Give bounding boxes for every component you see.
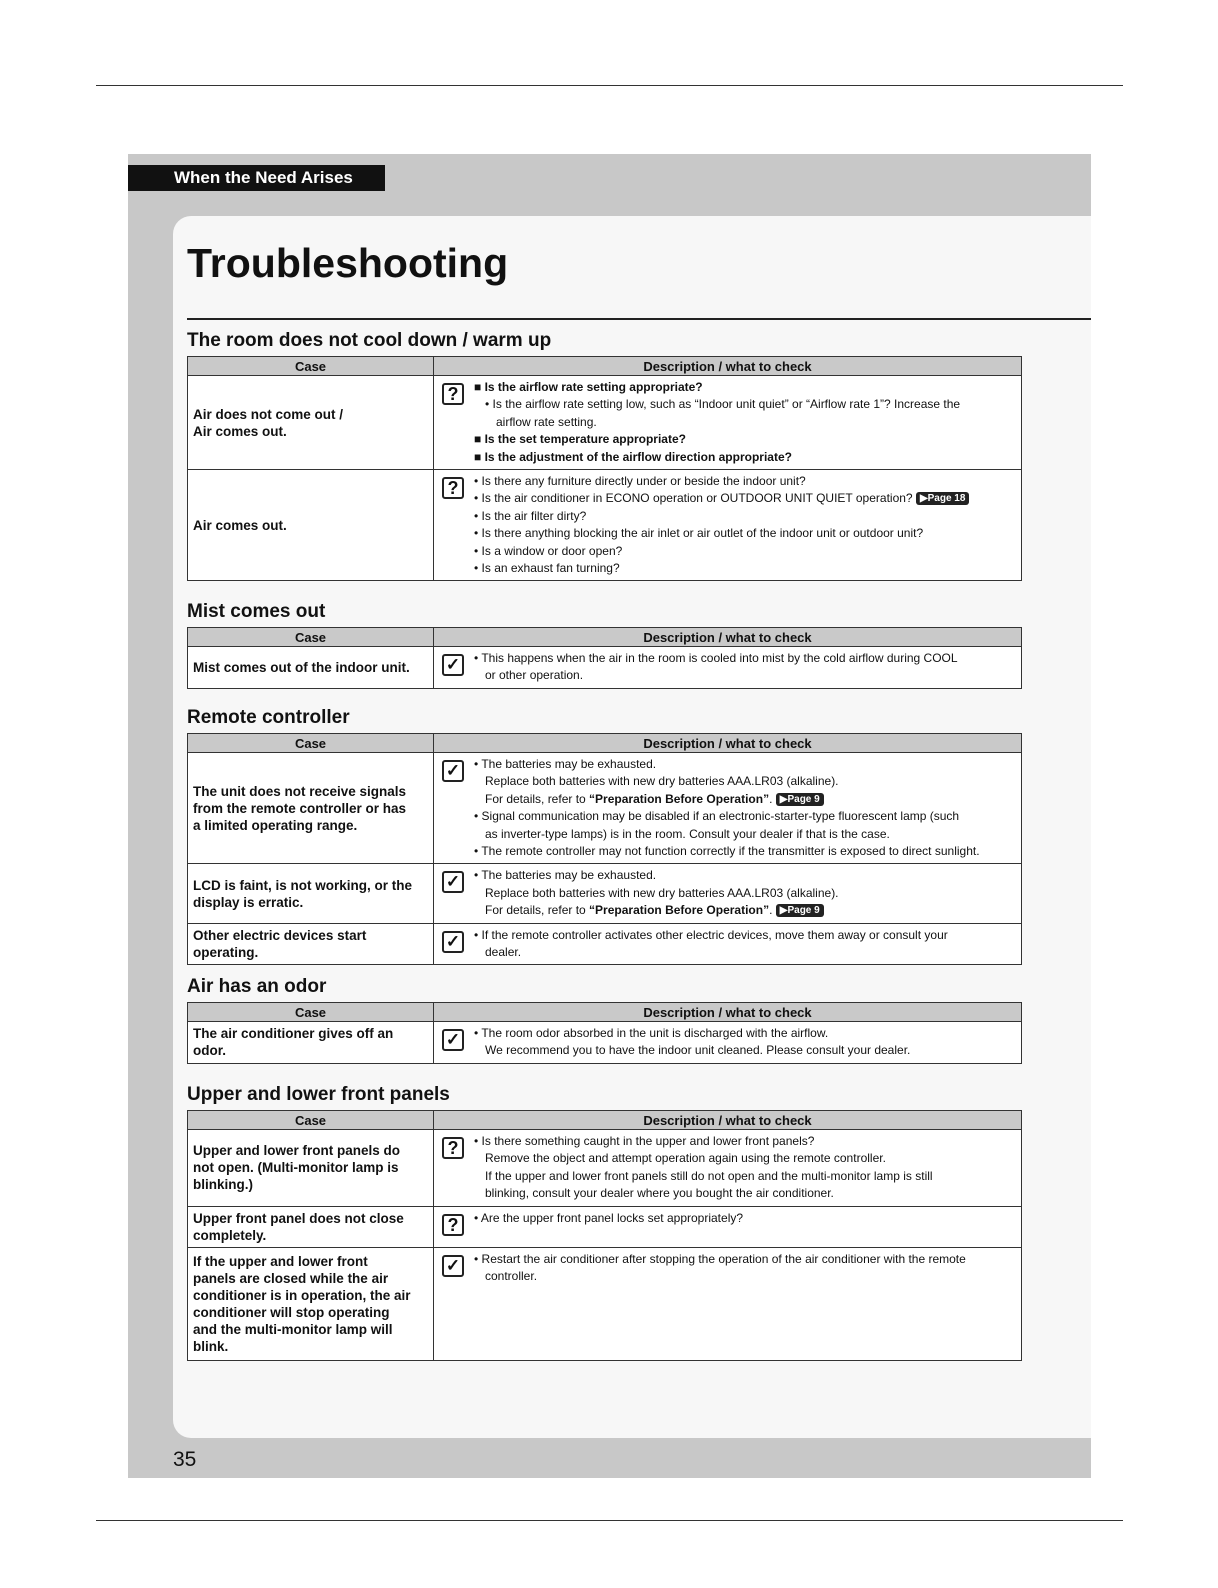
desc-cell: ? • Is there any furniture directly under or beside the indoor unit? • Is the air conditioner in ECONO operation or OUTDOOR UNIT QUIET operation? ▶Page 18 • Is the air filter dirty? • Is there anything blocking the air inlet or air outlet of the indoor unit or outdoor unit? • Is a window or door open? • Is an exhaust fan turning? — [434, 470, 1022, 581]
case-cell: Mist comes out of the indoor unit. — [188, 647, 434, 689]
table-header — [188, 734, 1022, 753]
section-tab: When the Need Arises — [128, 165, 385, 191]
table-header — [188, 357, 1022, 376]
troubleshoot-table — [187, 1002, 1022, 1064]
case-cell: Other electric devices start operating. — [188, 923, 434, 965]
table-row — [188, 1206, 1022, 1247]
top-rule — [96, 85, 1123, 86]
col-case: Case — [188, 1003, 434, 1022]
troubleshoot-table — [187, 733, 1022, 965]
page-title: Troubleshooting — [187, 240, 509, 286]
check-icon: ✓ — [442, 654, 464, 676]
check-icon: ✓ — [442, 871, 464, 893]
section-remote — [187, 707, 1022, 965]
question-icon: ? — [442, 477, 464, 499]
troubleshoot-table — [187, 627, 1022, 689]
col-case: Case — [188, 357, 434, 376]
table-row — [188, 864, 1022, 923]
section-heading: Mist comes out — [187, 601, 326, 622]
table-row — [188, 470, 1022, 581]
table-row — [188, 1247, 1022, 1360]
page-ref-link[interactable]: ▶Page 9 — [776, 793, 824, 806]
section-heading: Air has an odor — [187, 976, 327, 997]
case-cell: Air comes out. — [188, 470, 434, 581]
desc-cell: ✓ • Restart the air conditioner after stopping the operation of the air conditioner with the remote controller. — [434, 1247, 1022, 1360]
page-ref-link[interactable]: ▶Page 18 — [916, 492, 970, 505]
section-odor — [187, 976, 1022, 1064]
section-heading: The room does not cool down / warm up — [187, 330, 552, 351]
case-cell: Air does not come out / Air comes out. — [188, 376, 434, 470]
col-case: Case — [188, 1111, 434, 1130]
case-cell: The air conditioner gives off an odor. — [188, 1022, 434, 1064]
table-row — [188, 1022, 1022, 1064]
check-icon: ✓ — [442, 760, 464, 782]
col-desc: Description / what to check — [434, 1111, 1022, 1130]
troubleshoot-table — [187, 1110, 1022, 1361]
page-number: 35 — [173, 1448, 197, 1471]
desc-cell: ✓ • If the remote controller activates other electric devices, move them away or consult your dealer. — [434, 923, 1022, 965]
page-ref-link[interactable]: ▶Page 9 — [776, 904, 824, 917]
case-cell: LCD is faint, is not working, or the display is erratic. — [188, 864, 434, 923]
troubleshoot-table — [187, 356, 1022, 581]
case-cell: If the upper and lower front panels are closed while the air conditioner is in operation, the air conditioner will stop operating and the multi-monitor lamp will blink. — [188, 1247, 434, 1360]
question-icon: ? — [442, 1137, 464, 1159]
table-header — [188, 628, 1022, 647]
desc-cell: ✓ • The batteries may be exhausted. Replace both batteries with new dry batteries AAA.LR03 (alkaline). For details, refer to “Preparation Before Operation”. ▶Page 9 — [434, 864, 1022, 923]
check-icon: ✓ — [442, 1029, 464, 1051]
desc-cell: ✓ • This happens when the air in the room is cooled into mist by the cold airflow during COOL or other operation. — [434, 647, 1022, 689]
check-icon: ✓ — [442, 931, 464, 953]
check-icon: ✓ — [442, 1255, 464, 1277]
desc-cell: ✓ • The batteries may be exhausted. Replace both batteries with new dry batteries AAA.LR03 (alkaline). For details, refer to “Preparation Before Operation”. ▶Page 9 • Signal communication may be disabled if an electronic-starter-type fluorescent lamp (such as inverter-type lamps) is in the room. Consult your dealer if that is the case. • The remote controller may not function correctly if the transmitter is exposed to direct sunlight. — [434, 753, 1022, 864]
col-case: Case — [188, 734, 434, 753]
bottom-rule — [96, 1520, 1123, 1521]
desc-cell: ? ■ Is the airflow rate setting appropriate? • Is the airflow rate setting low, such as “Indoor unit quiet” or “Airflow rate 1”? Increase the airflow rate setting. ■ Is the set temperature appropriate? ■ Is the adjustment of the airflow direction appropriate? — [434, 376, 1022, 470]
col-case: Case — [188, 628, 434, 647]
desc-cell: ? • Are the upper front panel locks set appropriately? — [434, 1206, 1022, 1247]
desc-cell: ? • Is there something caught in the upper and lower front panels? Remove the object and attempt operation again using the remote controller. If the upper and lower front panels still do not open and the multi-monitor lamp is still blinking, consult your dealer where you bought the air conditioner. — [434, 1130, 1022, 1207]
col-desc: Description / what to check — [434, 734, 1022, 753]
table-row — [188, 753, 1022, 864]
table-row — [188, 376, 1022, 470]
table-row — [188, 1130, 1022, 1207]
col-desc: Description / what to check — [434, 628, 1022, 647]
case-cell: The unit does not receive signals from the remote controller or has a limited operating range. — [188, 753, 434, 864]
table-header — [188, 1003, 1022, 1022]
table-row — [188, 647, 1022, 689]
question-icon: ? — [442, 1214, 464, 1236]
section-cool — [187, 330, 1022, 581]
desc-cell: ✓ • The room odor absorbed in the unit is discharged with the airflow. We recommend you to have the indoor unit cleaned. Please consult your dealer. — [434, 1022, 1022, 1064]
section-heading: Remote controller — [187, 707, 350, 728]
question-icon: ? — [442, 383, 464, 405]
table-header — [188, 1111, 1022, 1130]
title-rule — [187, 318, 1091, 320]
section-heading: Upper and lower front panels — [187, 1084, 450, 1105]
col-desc: Description / what to check — [434, 357, 1022, 376]
case-cell: Upper front panel does not close completely. — [188, 1206, 434, 1247]
table-row — [188, 923, 1022, 965]
section-mist — [187, 601, 1022, 689]
section-panels — [187, 1084, 1022, 1361]
case-cell: Upper and lower front panels do not open. (Multi-monitor lamp is blinking.) — [188, 1130, 434, 1207]
col-desc: Description / what to check — [434, 1003, 1022, 1022]
